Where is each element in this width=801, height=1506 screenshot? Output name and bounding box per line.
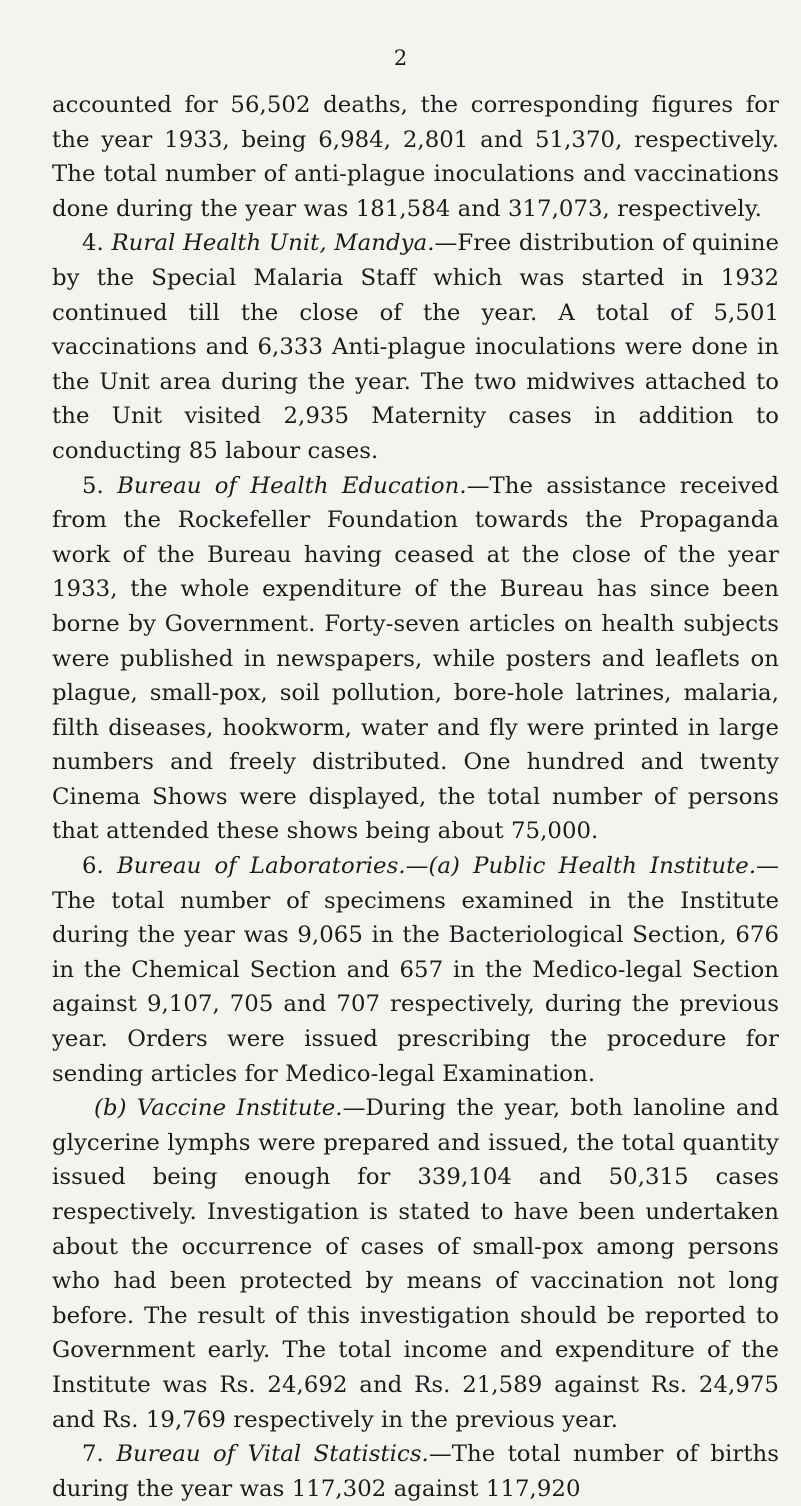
paragraph-text: —Free distribution of quinine by the Special Malaria Staff which was started in 1932 continued till the close of the year. A total of 5,501 vaccinations and 6,333 Anti-plague inoculations were done in the Unit area during the year. The two midwives attached to the Unit visited 2,935 Maternity cases in addition to conducting 85 labour cases. bbox=[52, 230, 779, 464]
paragraph-heading: Bureau of Vital Statistics. bbox=[116, 1441, 429, 1468]
paragraph-text: —The assistance received from the Rockefeller Foundation towards the Propaganda work of the Bureau having ceased at the close of the year 1933, the whole expenditure of the Bureau has since been borne by Government. Forty-seven articles on health subjects were published in newspapers, while posters and leaflets on plague, small-pox, soil pollution, bore-hole latrines, malaria, filth diseases, hookworm, water and fly were printed in large numbers and freely distributed. One hundred and twenty Cinema Shows were displayed, the total number of persons that attended these shows being about 75,000. bbox=[52, 472, 779, 845]
page-number: 2 bbox=[393, 46, 408, 70]
paragraph-heading: Rural Health Unit, Mandya. bbox=[111, 230, 435, 257]
paragraph-heading: Vaccine Institute. bbox=[136, 1095, 343, 1122]
paragraph-text: —During the year, both lanoline and glycerine lymphs were prepared and issued, the total quantity issued being enough for 339,104 and 50,315 cases respectively. Investigation is stated to have been undertaken about the occurrence of cases of small-pox among persons who had been protected by means of vaccination not long before. The result of this investigation should be reported to Government early. The total income and expenditure of the Institute was Rs. 24,692 and Rs. 21,589 against Rs. 24,975 and Rs. 19,769 respectively in the previous year. bbox=[52, 1095, 779, 1433]
paragraph-number: 4. bbox=[82, 230, 104, 257]
paragraph-continuation bbox=[52, 88, 779, 226]
paragraph-heading: Bureau of Health Education. bbox=[117, 472, 467, 499]
paragraph-text: —The total number of specimens examined in the Institute during the year was 9,065 in the Bacteriological Section, 676 in the Chemical Section and 657 in the Medico-legal Section against 9,107, 705 and 707 respectively, during the previous year. Orders were issued prescribing the procedure for sending articles for Medico-legal Examination. bbox=[52, 853, 779, 1087]
paragraph-number: (b) bbox=[94, 1095, 127, 1122]
paragraph-text: —The total number of births during the year was 117,302 against 117,920 bbox=[52, 1441, 780, 1502]
paragraph-vaccine-institute bbox=[52, 1091, 779, 1437]
paragraph-rural-health-unit bbox=[52, 226, 779, 468]
paragraph-number: 7. bbox=[82, 1441, 104, 1468]
paragraph-vital-statistics bbox=[52, 1437, 779, 1506]
paragraph-laboratories bbox=[52, 849, 779, 1091]
paragraph-text: accounted for 56,502 deaths, the corresponding figures for the year 1933, being 6,984, 2,801 and 51,370, respectively. The total number of anti-plague inoculations and vaccinations done during the year was 181,584 and 317,073, respectively. bbox=[52, 92, 779, 222]
paragraph-health-education bbox=[52, 469, 779, 850]
body-text bbox=[52, 88, 779, 1506]
paragraph-number: 6. bbox=[82, 853, 104, 880]
paragraph-number: 5. bbox=[82, 472, 104, 499]
paragraph-heading: Bureau of Laboratories.—(a) Public Health Institute. bbox=[117, 853, 757, 880]
